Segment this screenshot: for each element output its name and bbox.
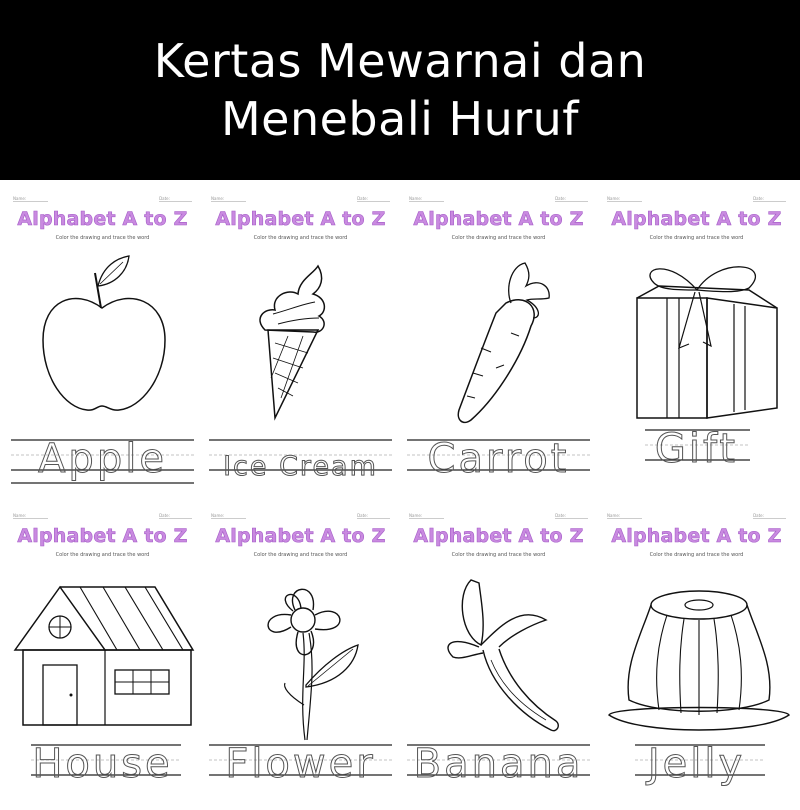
worksheet-house <box>5 505 200 810</box>
name-label: Name: <box>13 196 48 202</box>
sheet-subtitle: Color the drawing and trace the word <box>55 235 150 241</box>
sheet-subtitle: Color the drawing and trace the word <box>253 552 348 558</box>
date-label: Date: <box>159 513 192 519</box>
trace-word: Carrot <box>427 436 570 482</box>
trace-area <box>407 743 590 789</box>
trace-area <box>11 438 194 484</box>
trace-word: Ice Cream <box>223 451 378 482</box>
trace-area <box>209 438 392 484</box>
sheet-subtitle: Color the drawing and trace the word <box>451 552 546 558</box>
sheet-title: Alphabet A to Z <box>215 208 386 230</box>
name-label: Name: <box>409 196 444 202</box>
worksheet-ice-cream <box>203 188 398 493</box>
date-label: Date: <box>555 513 588 519</box>
trace-area <box>407 438 590 484</box>
date-label: Date: <box>555 196 588 202</box>
banner-title-line-2: Menebali Huruf <box>220 92 580 146</box>
trace-word: Banana <box>413 741 584 787</box>
date-label: Date: <box>159 196 192 202</box>
trace-word: House <box>32 741 173 787</box>
sheet-meta <box>211 196 390 202</box>
flower-drawing <box>203 565 398 765</box>
sheet-title: Alphabet A to Z <box>17 208 188 230</box>
sheet-title: Alphabet A to Z <box>413 208 584 230</box>
sheet-meta <box>607 196 786 202</box>
date-label: Date: <box>753 196 786 202</box>
date-label: Date: <box>357 513 390 519</box>
sheet-subtitle: Color the drawing and trace the word <box>451 235 546 241</box>
worksheet-flower <box>203 505 398 810</box>
sheet-meta <box>13 513 192 519</box>
trace-area <box>605 428 788 474</box>
sheet-meta <box>409 513 588 519</box>
sheet-title: Alphabet A to Z <box>17 525 188 547</box>
sheet-title: Alphabet A to Z <box>611 525 782 547</box>
apple-drawing <box>5 248 200 448</box>
worksheet-jelly <box>599 505 794 810</box>
sheet-subtitle: Color the drawing and trace the word <box>253 235 348 241</box>
name-label: Name: <box>211 196 246 202</box>
house-drawing <box>5 565 200 765</box>
gift-drawing <box>599 248 794 448</box>
sheet-subtitle: Color the drawing and trace the word <box>649 235 744 241</box>
name-label: Name: <box>13 513 48 519</box>
trace-word: Jelly <box>647 741 746 787</box>
ice-cream-drawing <box>203 248 398 448</box>
worksheet-apple <box>5 188 200 493</box>
name-label: Name: <box>607 196 642 202</box>
sheet-meta <box>13 196 192 202</box>
sheet-title: Alphabet A to Z <box>413 525 584 547</box>
trace-word: Flower <box>225 741 376 787</box>
date-label: Date: <box>753 513 786 519</box>
trace-area <box>605 743 788 789</box>
date-label: Date: <box>357 196 390 202</box>
trace-word: Apple <box>38 436 167 482</box>
trace-area <box>209 743 392 789</box>
name-label: Name: <box>607 513 642 519</box>
worksheet-banana <box>401 505 596 810</box>
banner-title-line-1: Kertas Mewarnai dan <box>153 34 647 88</box>
carrot-drawing <box>401 248 596 448</box>
sheet-meta <box>409 196 588 202</box>
worksheet-gift <box>599 188 794 493</box>
jelly-drawing <box>599 565 794 765</box>
title-banner <box>0 0 800 180</box>
name-label: Name: <box>409 513 444 519</box>
sheet-meta <box>607 513 786 519</box>
sheet-subtitle: Color the drawing and trace the word <box>649 552 744 558</box>
sheet-subtitle: Color the drawing and trace the word <box>55 552 150 558</box>
sheet-title: Alphabet A to Z <box>215 525 386 547</box>
trace-area <box>11 743 194 789</box>
name-label: Name: <box>211 513 246 519</box>
worksheet-carrot <box>401 188 596 493</box>
sheet-title: Alphabet A to Z <box>611 208 782 230</box>
sheet-meta <box>211 513 390 519</box>
banana-drawing <box>401 565 596 765</box>
trace-word: Gift <box>654 426 739 472</box>
